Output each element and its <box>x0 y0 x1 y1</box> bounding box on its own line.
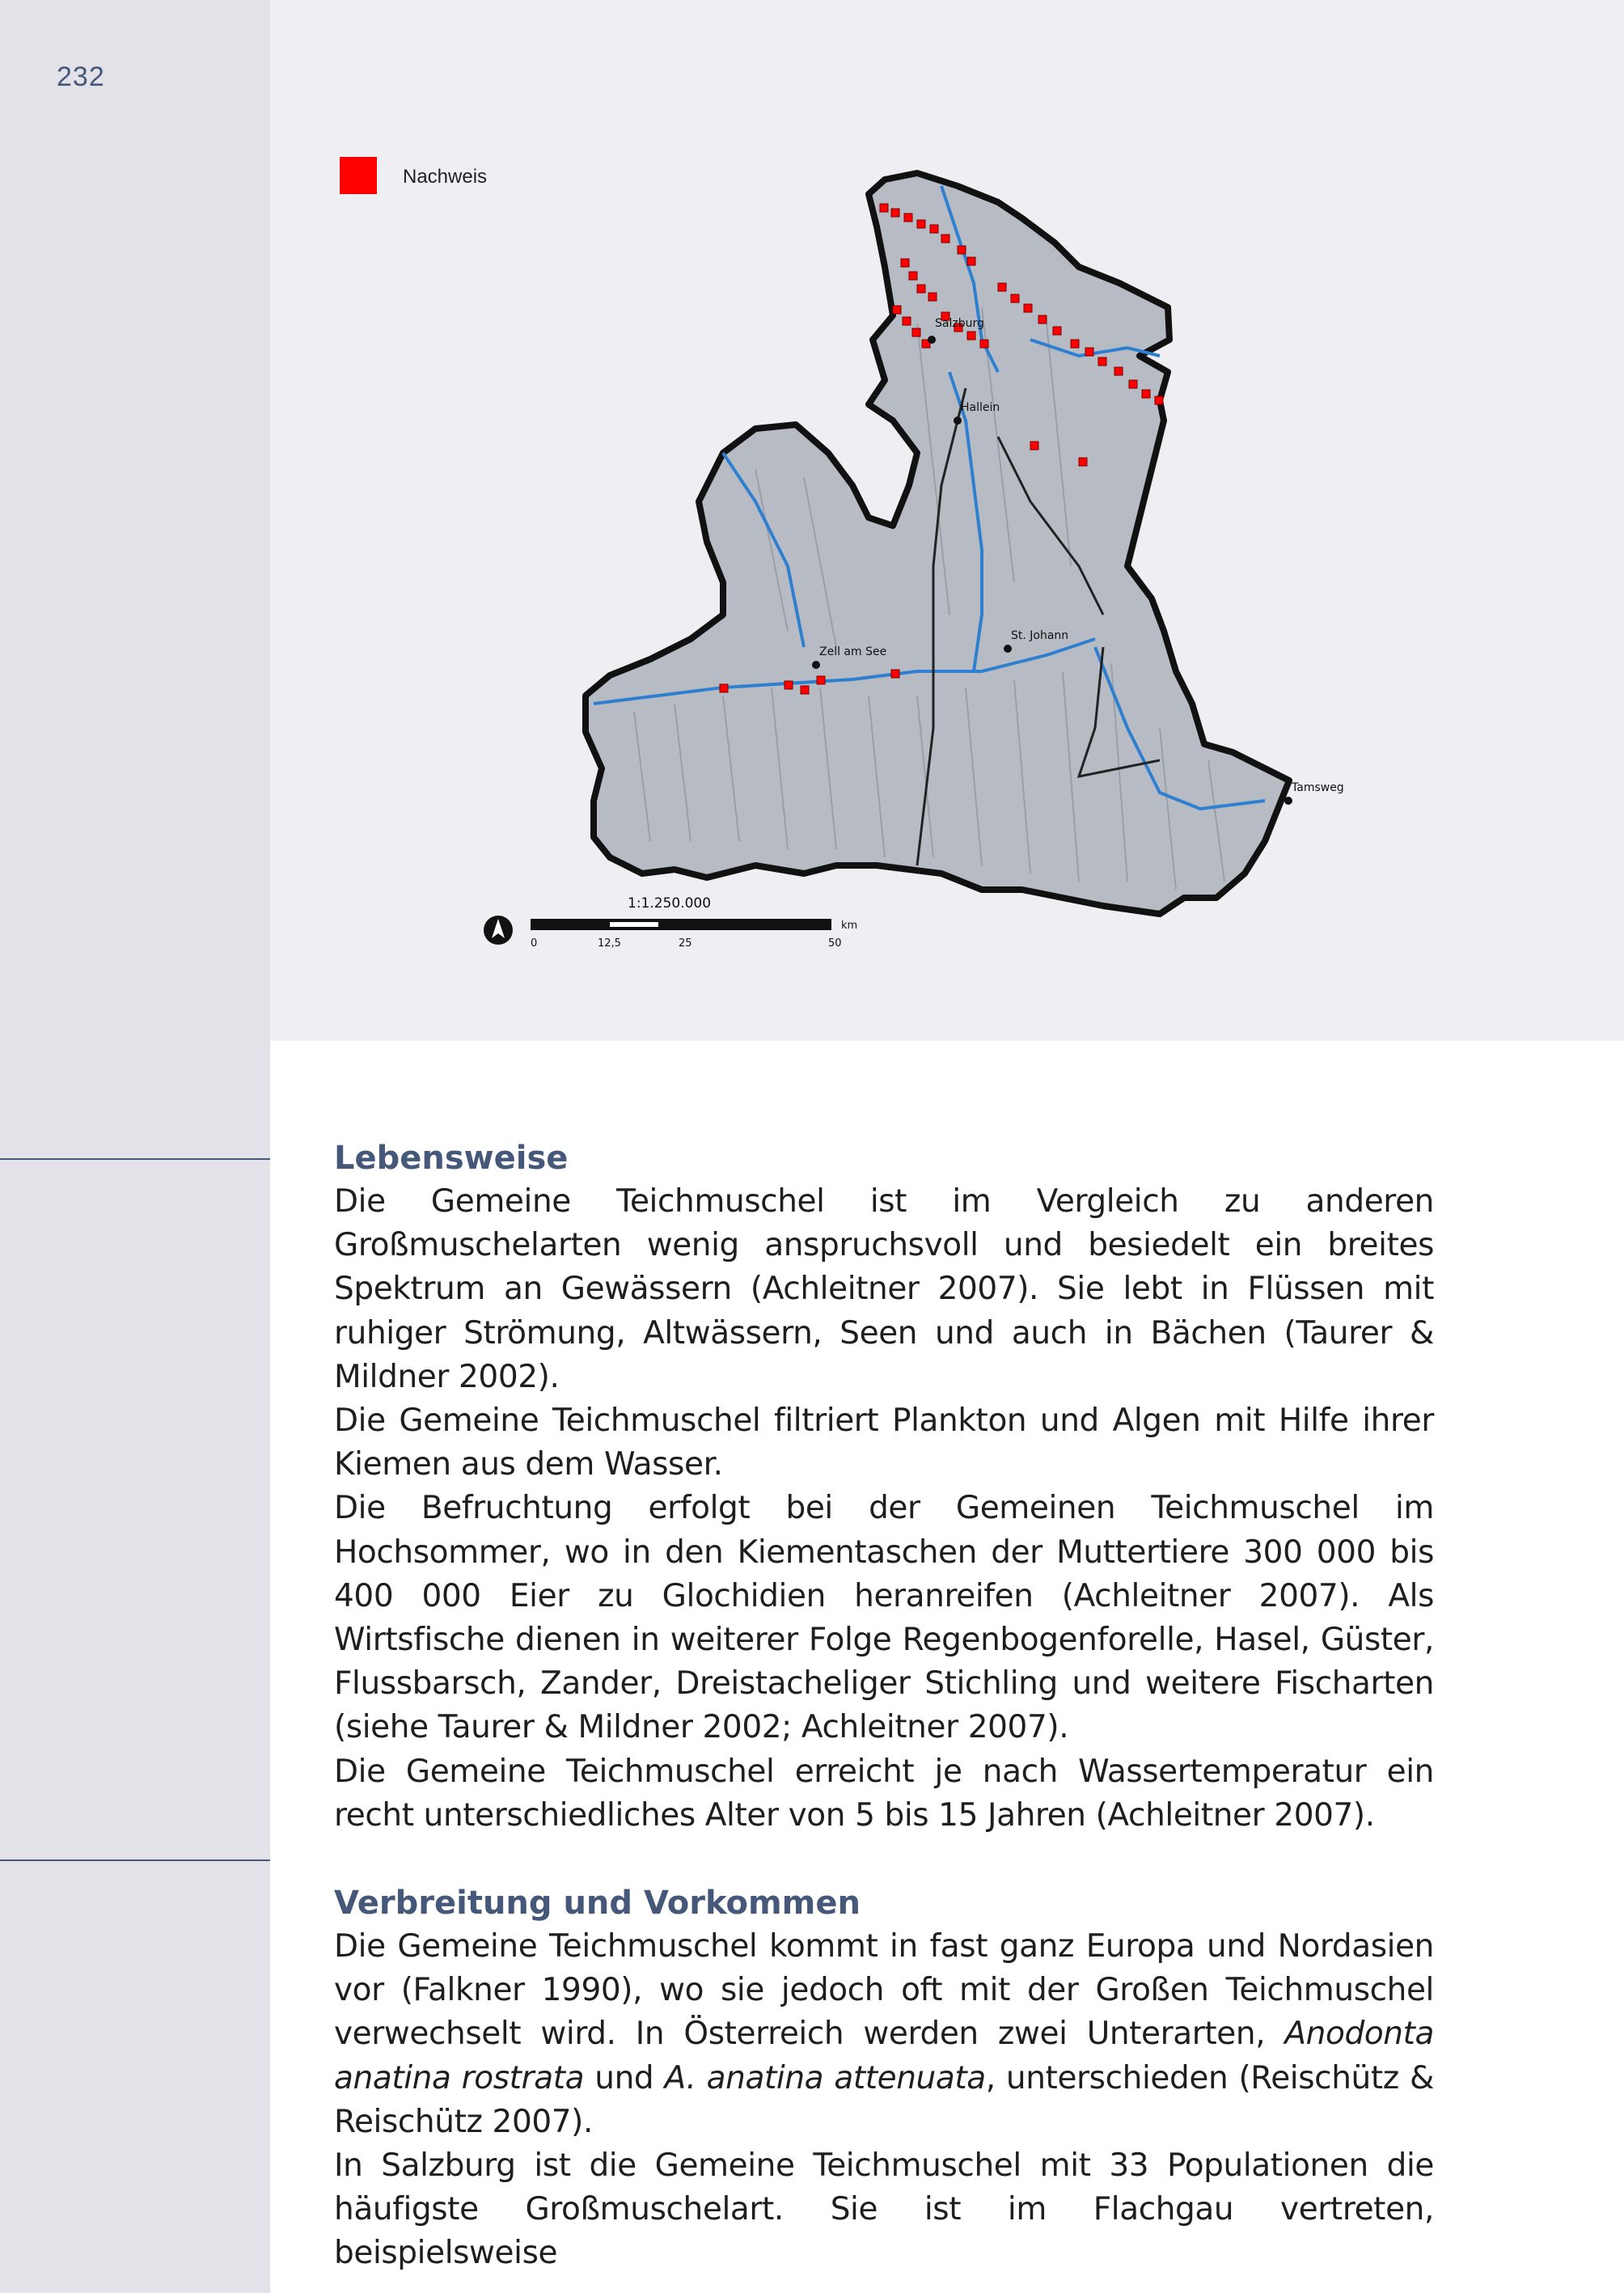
town-label-salzburg: Salzburg <box>935 317 984 330</box>
occurrence-marker <box>893 306 901 314</box>
occurrence-marker <box>1079 458 1087 466</box>
town-label-zell-am-see: Zell am See <box>819 645 887 658</box>
paragraph: Die Gemeine Teichmuschel filtriert Plankton und Algen mit Hilfe ihrer Kiemen aus dem Wasser. <box>334 1402 1434 1483</box>
occurrence-marker <box>1011 294 1019 302</box>
occurrence-marker <box>912 328 920 336</box>
paragraph: Die Gemeine Teichmuschel kommt in fast ganz Europa und Nordasien vor (Falkner 1990), wo sie jedoch oft mit der Großen Teichmuschel verwechselt wird. In Österreich werden zwei Unterarten, Anodonta anatina rostrata und A. anatina attenuata, unterschieden (Reischütz & Reischütz 2007). <box>334 1928 1435 2140</box>
occurrence-marker <box>930 225 938 233</box>
occurrence-marker <box>1053 327 1061 335</box>
occurrence-marker <box>817 676 825 684</box>
scale-tick-12-5: 12,5 <box>598 937 621 950</box>
occurrence-marker <box>891 209 899 217</box>
left-margin-band <box>0 0 270 2293</box>
paragraph: Die Befruchtung erfolgt bei der Gemeinen Teichmuschel im Hochsommer, wo in den Kiementaschen der Muttertiere 300 000 bis 400 000 Eier zu Glochidien heranreifen (Achleitner 2007). Als Wirtsfische dienen in weiterer Folge Regenbogenforelle, Hasel, Güster, Flussbarsch, Zander, Dreistacheliger Stichling und weitere Fischarten (siehe Taurer & Mildner 2002; Achleitner 2007). <box>334 1490 1434 1746</box>
occurrence-marker <box>1024 304 1032 312</box>
occurrence-marker <box>903 317 911 325</box>
occurrence-marker <box>1142 390 1150 398</box>
paragraph: In Salzburg ist die Gemeine Teichmuschel mit 33 Populationen die häufigste Großmuschelart. Sie ist im Flachgau vertreten, beispielsweise <box>334 2147 1434 2272</box>
heading-lebensweise: Lebensweise <box>334 1140 569 1177</box>
occurrence-marker <box>720 684 728 692</box>
species-name: A. anatina attenuata <box>664 2059 986 2096</box>
occurrence-marker <box>1155 396 1163 404</box>
occurrence-marker <box>1098 357 1106 366</box>
north-arrow <box>484 916 513 945</box>
body-text <box>334 1136 1434 2276</box>
occurrence-marker <box>909 272 917 280</box>
scale-label: 1:1.250.000 <box>628 895 712 912</box>
occurrence-marker <box>880 204 888 212</box>
occurrence-marker <box>928 293 937 301</box>
occurrence-marker <box>1038 315 1047 324</box>
scale-bar <box>531 895 857 950</box>
occurrence-marker <box>980 340 988 348</box>
town-label-tamsweg: Tamsweg <box>1292 781 1344 794</box>
species-name: Anodonta anatina rostrata <box>334 2016 1434 2096</box>
legend-label: Nachweis <box>403 166 488 188</box>
occurrence-marker <box>901 259 909 267</box>
occurrence-marker <box>891 670 899 678</box>
occurrence-marker <box>1071 340 1079 348</box>
occurrence-marker <box>967 257 975 265</box>
occurrence-marker <box>917 220 925 228</box>
occurrence-marker <box>967 332 975 340</box>
occurrence-marker <box>785 681 793 689</box>
occurrence-marker <box>904 214 912 222</box>
distribution-map <box>270 0 1624 1041</box>
section-rule-lebensweise <box>0 1158 270 1160</box>
scale-unit: km <box>841 920 858 932</box>
paragraph: Die Gemeine Teichmuschel erreicht je nach Wassertemperatur ein recht unterschiedliches Alter von 5 bis 15 Jahren (Achleitner 2007). <box>334 1753 1434 1834</box>
scale-tick-50: 50 <box>828 937 842 950</box>
town-label-st-johann: St. Johann <box>1011 629 1069 642</box>
occurrence-marker <box>801 686 809 694</box>
paragraph: Die Gemeine Teichmuschel ist im Vergleich zu anderen Großmuschelarten wenig anspruchsvoll und besiedelt ein breites Spektrum an Gewässern (Achleitner 2007). Sie lebt in Flüssen mit ruhiger Strömung, Altwässern, Seen und auch in Bächen (Taurer & Mildner 2002). <box>334 1183 1434 1395</box>
heading-verbreitung: Verbreitung und Vorkommen <box>334 1885 861 1923</box>
occurrence-marker <box>1129 380 1137 388</box>
occurrence-marker <box>958 246 966 254</box>
occurrence-marker <box>1030 442 1038 450</box>
occurrence-marker <box>998 283 1006 291</box>
occurrence-marker <box>1114 367 1123 375</box>
page-number: 232 <box>57 61 105 92</box>
town-label-hallein: Hallein <box>961 401 1000 414</box>
occurrence-marker <box>1085 348 1093 356</box>
scale-tick-0: 0 <box>531 937 538 950</box>
section-rule-verbreitung <box>0 1859 270 1861</box>
occurrence-marker <box>941 235 949 243</box>
scale-tick-25: 25 <box>679 937 692 950</box>
occurrence-marker <box>917 285 925 293</box>
